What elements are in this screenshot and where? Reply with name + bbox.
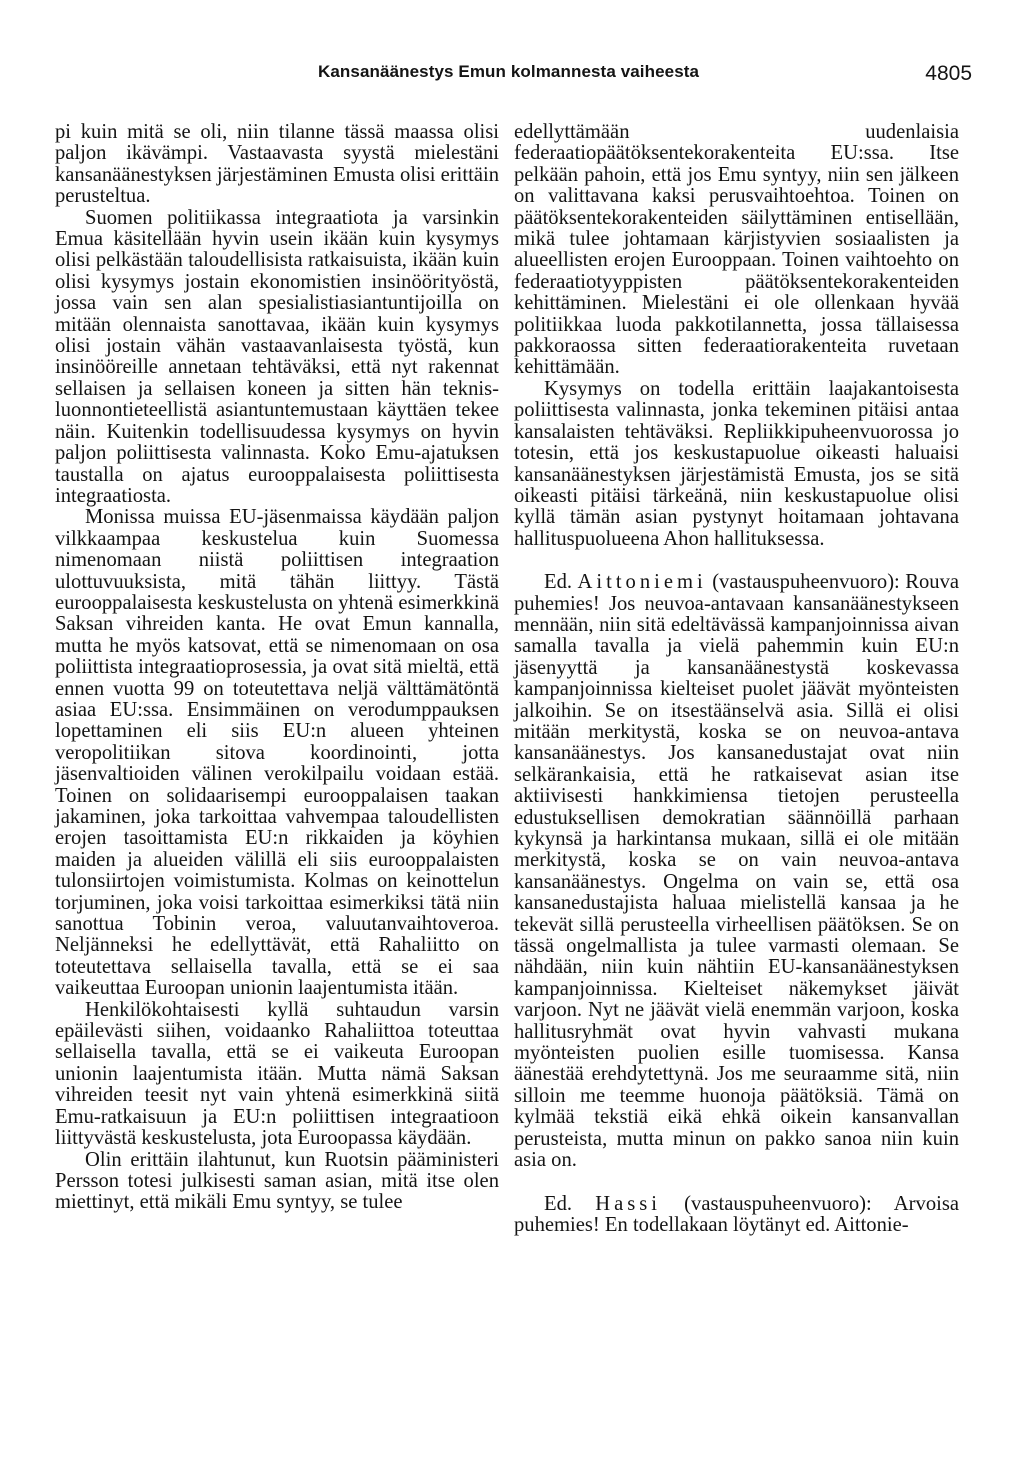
paragraph: Suomen politiikassa integraatiota ja varsinkin Emua käsitellään hyvin usein ikään kuin kysymys olisi pelkästään taloudellisista ratkaisuista, ikään kuin olisi kysymys jostain ekonomistien insinöörityöstä, jossa vain sen alan spesialistiasiantuntijoilla on mitään olennaista sanottavaa, ikään kuin kysymys olisi jostain vähän vastaavanlaisesta työstä, kun insinööreille annetaan tehtäväksi, että nyt rakennat sellaisen ja sellaisen koneen ja sitten hän teknis-luonnontieteellistä asiantuntemustaan käyttäen tekee näin. Kuitenkin todellisuudessa kysymys on hyvin paljon poliittisesta valinnasta. Koko Emu-ajatuksen taustalla on ajatus eurooppalaisesta poliittisesta integraatiosta. [55, 206, 499, 507]
running-header [0, 62, 1024, 92]
running-title: Kansanäänestys Emun kolmannesta vaiheesta [318, 62, 700, 81]
speaker-prefix: Ed. [544, 571, 573, 594]
speech-aittoniemi [514, 572, 959, 1171]
paragraph: Kysymys on todella erittäin laajakantoisesta poliittisesta valinnasta, jonka tekeminen pitäisi antaa kansalaisten tehtäväksi. Repliikkipuheenvuorossa jo totesin, että jos keskustapuolue oikeasti haluaisi kansanäänestyksen järjestämistä Emusta, jos se sitä oikeasti pitäisi tärkeänä, niin keskustapuolue olisi kyllä tämän asian pystynyt hoitamaan johtavana hallituspuolueena Ahon hallituksessa. [514, 377, 959, 550]
speaker-prefix: Ed. [544, 1192, 573, 1215]
left-column [55, 122, 499, 1214]
page-number: 4805 [925, 62, 972, 85]
paragraph: Monissa muissa EU-jäsenmaissa käydään paljon vilkkaampaa keskustelua kuin Suomessa nimenomaan niistä poliittisen integraation ulottuvuuksista, mitä tähän liittyy. Tästä eurooppalaisesta keskustelusta on yhtenä esimerkkinä Saksan vihreiden kanta. He ovat Emun kannalla, mutta he myös katsovat, että se nimenomaan on osa poliittista integraatioprosessia, ja ovat sitä mieltä, että ennen vuotta 99 on toteutettava neljä välttämätöntä asiaa EU:ssa. Ensimmäinen on verodumppauksen lopettaminen eli siis EU:n alueen yhteinen veropolitiikan sitova koordinointi, jotta jäsenvaltioiden välinen verokilpailu voidaan estää. Toinen on solidaarisempi eurooppalaisen taakan jakaminen, joka tarkoittaa vahvempaa taloudellisten erojen tasoittamista EU:n rikkaiden ja köyhien maiden ja alueiden välillä eli siis eurooppalaisten tulonsiirtojen voimistumista. Kolmas on keinottelun torjuminen, joka voisi tarkoittaa esimerkiksi tätä niin sanottua Tobinin veroa, valuutanvaihtoveroa. Neljänneksi he edellyttävät, että Rahaliitto on toteutettava sellaisella tavalla, että se ei saa vaikeuttaa Euroopan unionin laajentumista itään. [55, 506, 499, 1000]
paragraph: pi kuin mitä se oli, niin tilanne tässä maassa olisi paljon ikävämpi. Vastaavasta syystä mielestäni kansanäänestyksen järjestäminen Emusta olisi erittäin perusteltua. [55, 121, 499, 208]
right-column [514, 122, 959, 1236]
speaker-name: Hassi [595, 1192, 661, 1215]
paragraph: edellyttämään uudenlaisia federaatiopäätöksentekorakenteita EU:ssa. Itse pelkään pahoin, että jos Emu syntyy, niin sen jälkeen on valittavana kaksi perusvaihtoehtoa. Toinen on päätöksentekorakenteiden säilyttäminen entisellään, mikä tulee johtamaan kärjistyvien sosiaalisten ja alueellisten erojen Eurooppaan. Toinen vaihtoehto on federaatiotyyppisten päätöksentekorakenteiden kehittäminen. Mielestäni ei ole ollenkaan hyvää politiikkaa luoda pakkotilannetta, jossa tällaisessa pakkoraossa sitten federaatiorakenteita ruvetaan kehittämään. [514, 121, 959, 379]
speaker-name: Aittoniemi [577, 571, 707, 594]
speech-hassi [514, 1194, 959, 1237]
speech-text: (vastauspuheenvuoro): Arvoisa puhemies! En todellakaan löytänyt ed. Aittonie- [514, 1192, 959, 1236]
paragraph: Olin erittäin ilahtunut, kun Ruotsin pääministeri Persson totesi julkisesti saman asian, mitä itse olen miettinyt, että mikäli Emu syntyy, se tulee [55, 1148, 499, 1214]
paragraph: Henkilökohtaisesti kyllä suhtaudun varsin epäilevästi siihen, voidaanko Rahaliittoa toteuttaa sellaisella tavalla, että se ei vaikeuta Euroopan unionin laajentumista itään. Mutta nämä Saksan vihreiden teesit nyt vain yhtenä esimerkkinä siitä Emu-ratkaisuun ja EU:n poliittisen integraatioon liittyvästä keskustelusta, jota Euroopassa käydään. [55, 998, 499, 1150]
speech-text: (vastauspuheenvuoro): Rouva puhemies! Jos neuvoa-antavaan kansanäänestykseen mennään, niin sitä edeltävässä kampanjoinnissa aivan samalla tavalla ja vielä pahemmin kuin EU:n jäsenyyttä ja kansanäänestystä koskevassa kampanjoinnissa kielteiset puolet jäävät myönteisten jalkoihin. Se on itsestäänselvä asia. Sillä ei olisi mitään merkitystä, koska se on neuvoa-antava kansanäänestys. Jos kansanedustajat ovat niin selkärankaisia, että he ratkaisevat asian itse aktiivisesti hankkimiensa tietojen perusteella edustuksellisen demokratian säännöillä parhaan kykynsä ja harkintansa mukaan, sillä ei ole mitään merkitystä, koska se on vain neuvoa-antava kansanäänestys. Ongelma on vain se, että osa kansanedustajista haluaa mielistellä kansaa ja he tekevät sillä perusteella virheellisen päätöksen. Se on tässä ongelmallista ja tulee varmasti olemaan. Se nähdään, niin kuin nähtiin EU-kansanäänestyksen kampanjoinnissa. Kielteiset näkemykset jäivät varjoon. Nyt ne jäävät vielä enemmän varjoon, koska hallitusryhmät ovat hyvin vahvasti mukana myönteisten puolien esille tuomisessa. Kansa äänestää erehdytettynä. Jos me seuraamme sitä, niin silloin me teemme huonoja päätöksiä. Tämä on kylmää tekstiä eikä ehkä oikein kansanvallan perusteista, mutta minun on pakko sanoa niin kuin asia on. [514, 571, 960, 1172]
